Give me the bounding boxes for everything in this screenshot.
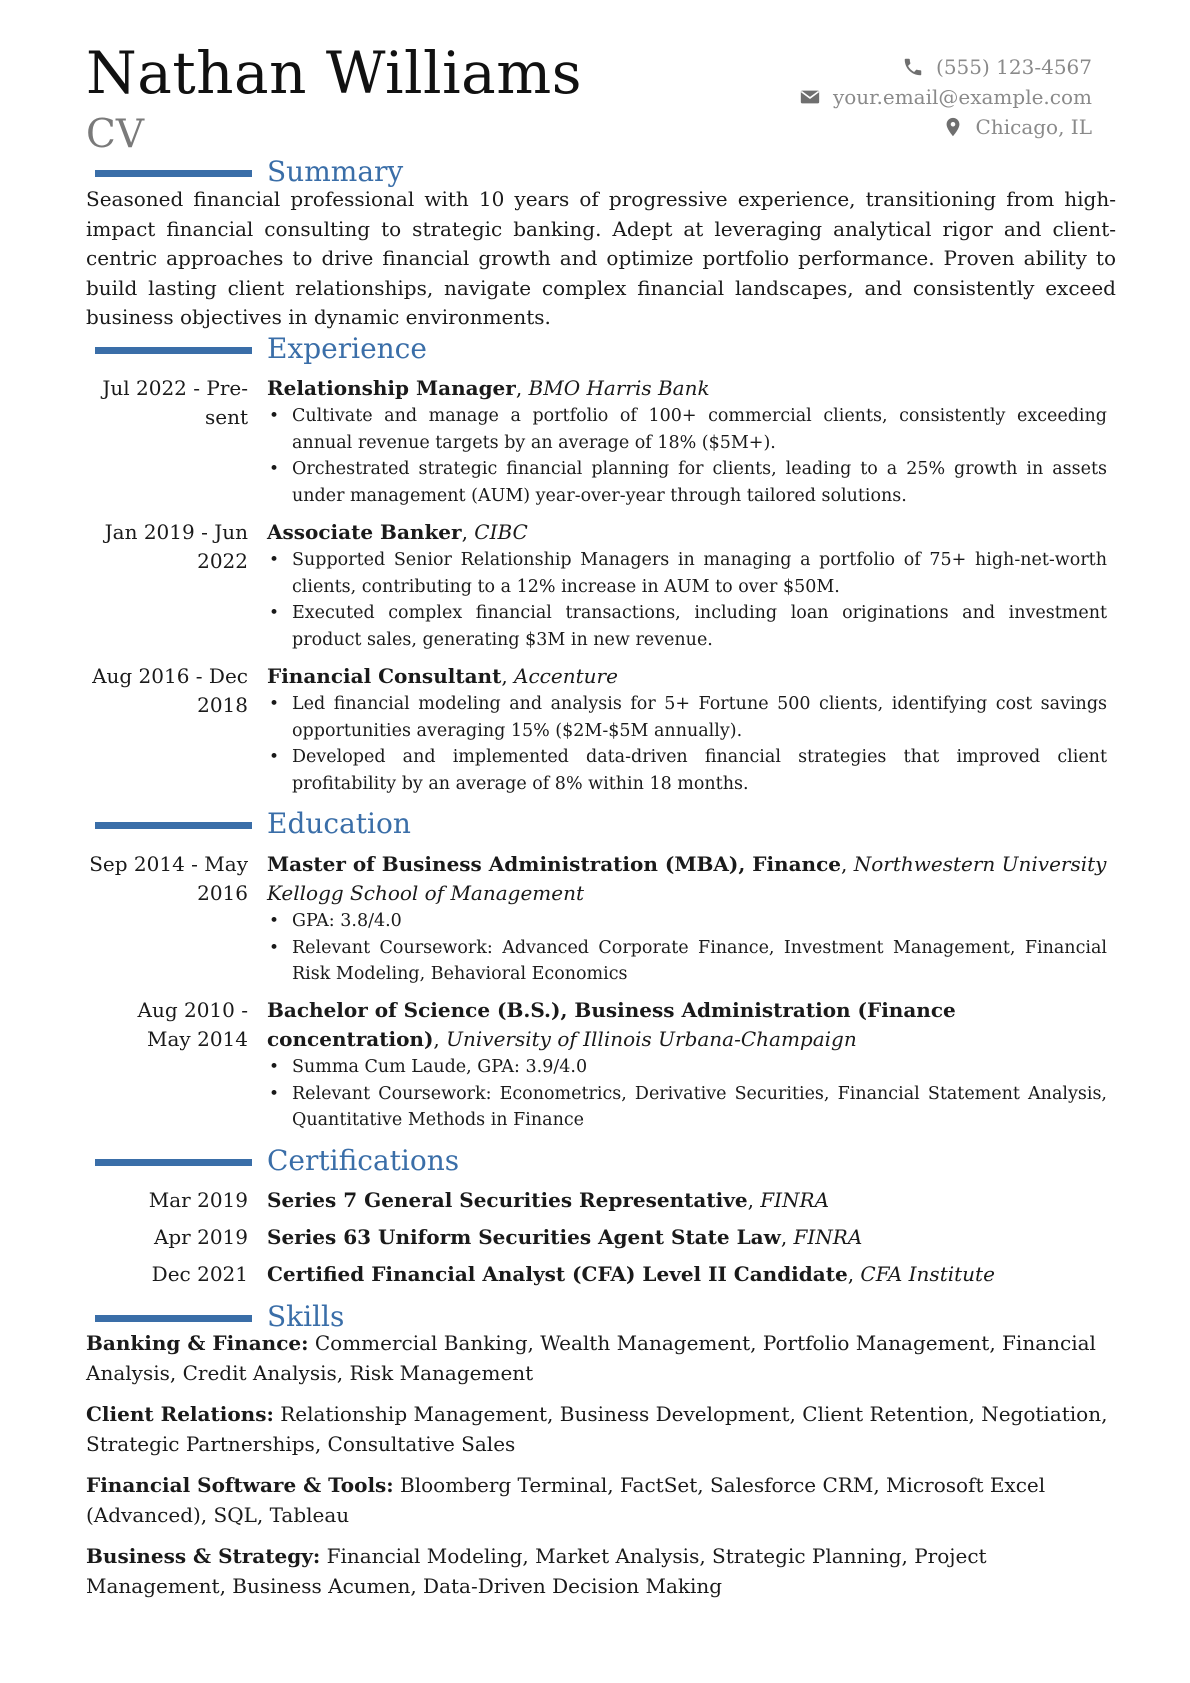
certification-name: Series 63 Uniform Securities Agent State Law [267, 1225, 781, 1249]
section-accent-bar [95, 822, 252, 829]
location-text: Chicago, IL [975, 115, 1092, 139]
section-accent-bar [95, 170, 252, 177]
contact-block [799, 52, 1092, 142]
degree: Bachelor of Science (B.S.), Business Administration (Finance concentration) [267, 998, 956, 1051]
contact-phone[interactable] [799, 52, 1092, 82]
list-item: • GPA: 3.8/4.0 [267, 908, 1107, 935]
entry-date: Jul 2022 - Pre- sent [102, 376, 248, 429]
entry-bullets [267, 1054, 1107, 1134]
entry-heading: Bachelor of Science (B.S.), Business Administration (Finance concentration), University of Illinois Urbana-Champaign [267, 998, 956, 1051]
skill-category: Banking & Finance: [86, 1331, 309, 1355]
certifications-heading [95, 1143, 1095, 1179]
employer: BMO Harris Bank [528, 376, 710, 400]
contact-location [799, 112, 1092, 142]
section-title: Experience [267, 332, 427, 365]
entry-date: Apr 2019 [153, 1225, 248, 1249]
section-title: Certifications [267, 1144, 460, 1177]
skill-group [86, 1471, 1116, 1530]
degree: Master of Business Administration (MBA), Finance [267, 852, 842, 876]
entry-heading: Associate Banker, CIBC [267, 520, 528, 544]
job-title: Relationship Manager [267, 376, 516, 400]
skill-items: Commercial Banking, Wealth Management, Portfolio Management, Financial Analysis, Credit Analysis, Risk Management [86, 1331, 1096, 1385]
entry-heading: Series 7 General Securities Representative, FINRA [267, 1188, 830, 1212]
school: Northwestern University Kellogg School of Management [267, 852, 1107, 905]
envelope-icon [799, 86, 821, 108]
candidate-name: Nathan Williams [86, 39, 582, 107]
job-title: Financial Consultant [267, 664, 502, 688]
map-pin-icon [942, 116, 964, 138]
skill-items: Financial Modeling, Market Analysis, Strategic Planning, Project Management, Business Acumen, Data-Driven Decision Making [86, 1544, 987, 1598]
document-subtitle: CV [86, 112, 145, 157]
list-item: • Relevant Coursework: Econometrics, Derivative Securities, Financial Statement Analysis, Quantitative Methods in Finance [267, 1081, 1107, 1134]
list-item: • Summa Cum Laude, GPA: 3.9/4.0 [267, 1054, 1107, 1081]
certification-name: Series 7 General Securities Representative [267, 1188, 748, 1212]
contact-email[interactable] [799, 82, 1092, 112]
skill-category: Business & Strategy: [86, 1544, 321, 1568]
list-item: • Orchestrated strategic financial planning for clients, leading to a 25% growth in assets under management (AUM) year-over-year through tailored solutions. [267, 456, 1107, 509]
entry-date: Aug 2016 - Dec 2018 [92, 664, 248, 717]
entry-bullets [267, 908, 1107, 988]
section-title: Skills [267, 1300, 345, 1333]
summary-text: Seasoned financial professional with 10 years of progressive experience, transitioning from high-impact financial consulting to strategic banking. Adept at leveraging analytical rigor and client-centric approaches to drive financial growth and optimize portfolio performance. Proven ability to build lasting client relationships, navigate complex financial landscapes, and consistently exceed business objectives in dynamic environments. [86, 187, 1116, 329]
entry-heading: Certified Financial Analyst (CFA) Level II Candidate, CFA Institute [267, 1262, 995, 1286]
email-text: your.email@example.com [832, 85, 1092, 109]
list-item: • Relevant Coursework: Advanced Corporate Finance, Investment Management, Financial Risk Modeling, Behavioral Economics [267, 935, 1107, 988]
issuer: FINRA [760, 1188, 830, 1212]
entry-heading: Series 63 Uniform Securities Agent State Law, FINRA [267, 1225, 863, 1249]
list-item: • Led financial modeling and analysis for 5+ Fortune 500 clients, identifying cost savings opportunities averaging 15% ($2M-$5M annually). [267, 691, 1107, 744]
entry-heading: Master of Business Administration (MBA), Finance, Northwestern University Kellogg School of Management [267, 852, 1107, 905]
phone-icon [902, 56, 924, 78]
section-accent-bar [95, 347, 252, 354]
section-title: Education [267, 807, 411, 840]
skill-items: Relationship Management, Business Development, Client Retention, Negotiation, Strategic Partnerships, Consultative Sales [86, 1402, 1108, 1456]
entry-date: Dec 2021 [151, 1262, 248, 1286]
entry-date: Sep 2014 - May 2016 [89, 852, 248, 905]
experience-heading [95, 331, 1095, 367]
entry-heading: Relationship Manager, BMO Harris Bank [267, 376, 710, 400]
skill-group [86, 1542, 1116, 1601]
list-item: • Executed complex financial transactions, including loan originations and investment product sales, generating $3M in new revenue. [267, 600, 1107, 653]
list-item: • Supported Senior Relationship Managers in managing a portfolio of 75+ high-net-worth clients, contributing to a 12% increase in AUM to over $50M. [267, 547, 1107, 600]
entry-date: Aug 2010 - May 2014 [137, 998, 248, 1051]
skill-category: Client Relations: [86, 1402, 274, 1426]
education-heading [95, 806, 1095, 842]
phone-text: (555) 123-4567 [936, 55, 1092, 79]
list-item: • Developed and implemented data-driven financial strategies that improved client profitability by an average of 8% within 18 months. [267, 744, 1107, 797]
skill-category: Financial Software & Tools: [86, 1473, 394, 1497]
skill-group [86, 1400, 1116, 1459]
job-title: Associate Banker [267, 520, 462, 544]
section-title: Summary [267, 155, 404, 188]
certification-name: Certified Financial Analyst (CFA) Level II Candidate [267, 1262, 848, 1286]
entry-bullets [267, 547, 1107, 653]
section-accent-bar [95, 1159, 252, 1166]
entry-date: Jan 2019 - Jun 2022 [104, 520, 248, 573]
employer: Accenture [514, 664, 618, 688]
entry-bullets [267, 403, 1107, 509]
issuer: FINRA [793, 1225, 863, 1249]
skill-items: Bloomberg Terminal, FactSet, Salesforce CRM, Microsoft Excel (Advanced), SQL, Tableau [86, 1473, 1046, 1527]
entry-date: Mar 2019 [148, 1188, 248, 1212]
list-item: • Cultivate and manage a portfolio of 100+ commercial clients, consistently exceeding annual revenue targets by an average of 18% ($5M+). [267, 403, 1107, 456]
employer: CIBC [474, 520, 528, 544]
school: University of Illinois Urbana-Champaign [446, 1027, 857, 1051]
issuer: CFA Institute [860, 1262, 995, 1286]
entry-heading: Financial Consultant, Accenture [267, 664, 618, 688]
section-accent-bar [95, 1315, 252, 1322]
entry-bullets [267, 691, 1107, 797]
skill-group [86, 1329, 1116, 1388]
